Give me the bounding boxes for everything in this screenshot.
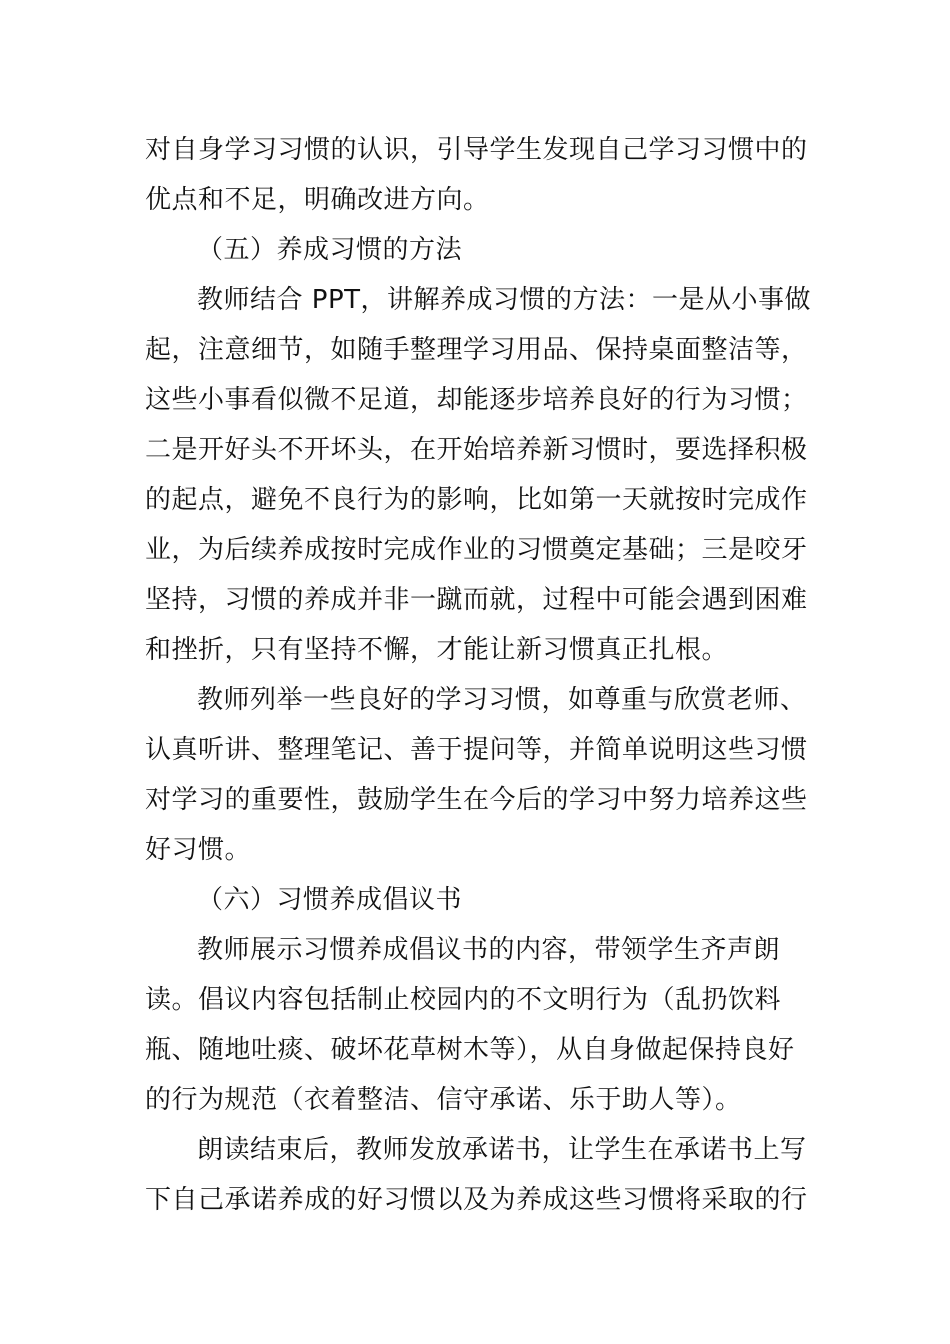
text-line: 的行为规范（衣着整洁、信守承诺、乐于助人等）。 bbox=[145, 1085, 742, 1115]
text-line: 读。倡议内容包括制止校园内的不文明行为（乱扔饮料 bbox=[145, 985, 782, 1015]
text-line: 认真听讲、整理笔记、善于提问等，并简单说明这些习惯 bbox=[145, 735, 808, 765]
text-line: 优点和不足，明确改进方向。 bbox=[145, 185, 490, 215]
text-line: 教师展示习惯养成倡议书的内容，带领学生齐声朗 bbox=[197, 935, 781, 965]
text-line: 起，注意细节，如随手整理学习用品、保持桌面整洁等， bbox=[145, 335, 808, 365]
section-heading: （六）习惯养成倡议书 bbox=[197, 885, 463, 915]
text-line: 这些小事看似微不足道，却能逐步培养良好的行为习惯； bbox=[145, 385, 808, 415]
text-line: 业，为后续养成按时完成作业的习惯奠定基础；三是咬牙 bbox=[145, 535, 808, 565]
text-line: 好习惯。 bbox=[145, 835, 252, 865]
text-line: 二是开好头不开坏头，在开始培养新习惯时，要选择积极 bbox=[145, 435, 808, 465]
text-line: 和挫折，只有坚持不懈，才能让新习惯真正扎根。 bbox=[145, 635, 729, 665]
text-line: 坚持，习惯的养成并非一蹴而就，过程中可能会遇到困难 bbox=[145, 585, 808, 615]
text-line: 下自己承诺养成的好习惯以及为养成这些习惯将采取的行 bbox=[145, 1185, 808, 1215]
text-line: 瓶、随地吐痰、破坏花草树木等），从自身做起保持良好 bbox=[145, 1035, 795, 1065]
text-line: 教师结合 PPT，讲解养成习惯的方法：一是从小事做 bbox=[197, 285, 812, 315]
text-line: 的起点，避免不良行为的影响，比如第一天就按时完成作 bbox=[145, 485, 808, 515]
text-line: 对自身学习习惯的认识，引导学生发现自己学习习惯中的 bbox=[145, 135, 808, 165]
text-line: 教师列举一些良好的学习习惯，如尊重与欣赏老师、 bbox=[197, 685, 807, 715]
text-line: 朗读结束后，教师发放承诺书，让学生在承诺书上写 bbox=[197, 1135, 807, 1165]
section-heading: （五）养成习惯的方法 bbox=[197, 235, 463, 265]
text-line: 对学习的重要性，鼓励学生在今后的学习中努力培养这些 bbox=[145, 785, 808, 815]
